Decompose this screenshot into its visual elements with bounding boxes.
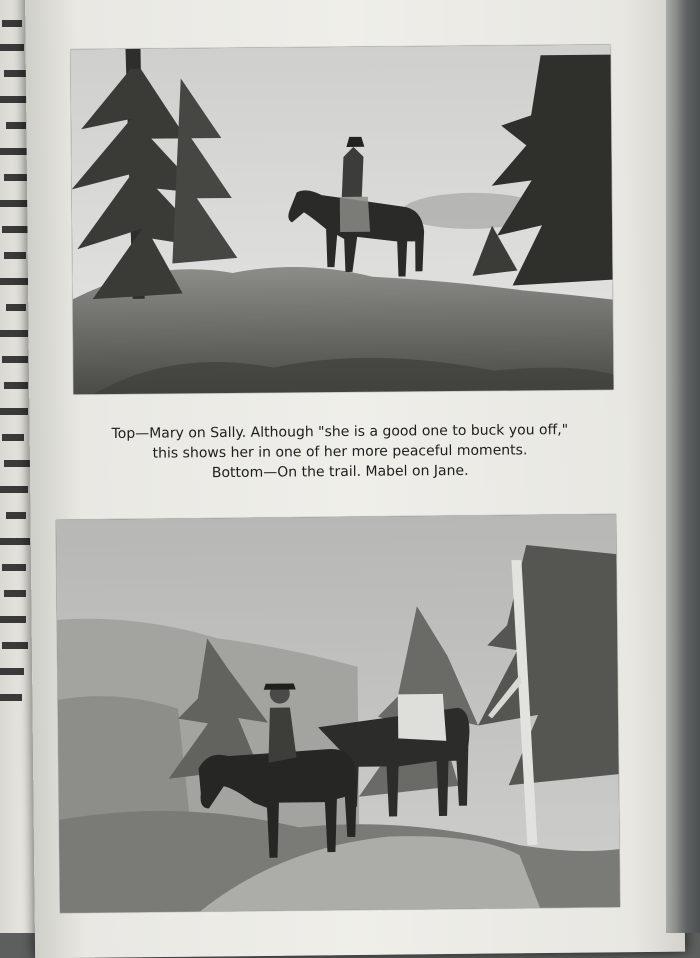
book-page-edges xyxy=(666,0,700,933)
caption-line-3: Bottom—On the trail. Mabel on Jane. xyxy=(211,462,469,482)
rider-on-horse-photo xyxy=(71,45,614,395)
trail-packhorses-photo xyxy=(56,514,620,913)
caption-line-2: this shows her in one of her more peaceful moments. xyxy=(152,442,528,462)
caption-line-1: Top—Mary on Sally. Although "she is a good one to buck you off," xyxy=(111,422,569,442)
photo-caption xyxy=(40,419,641,484)
